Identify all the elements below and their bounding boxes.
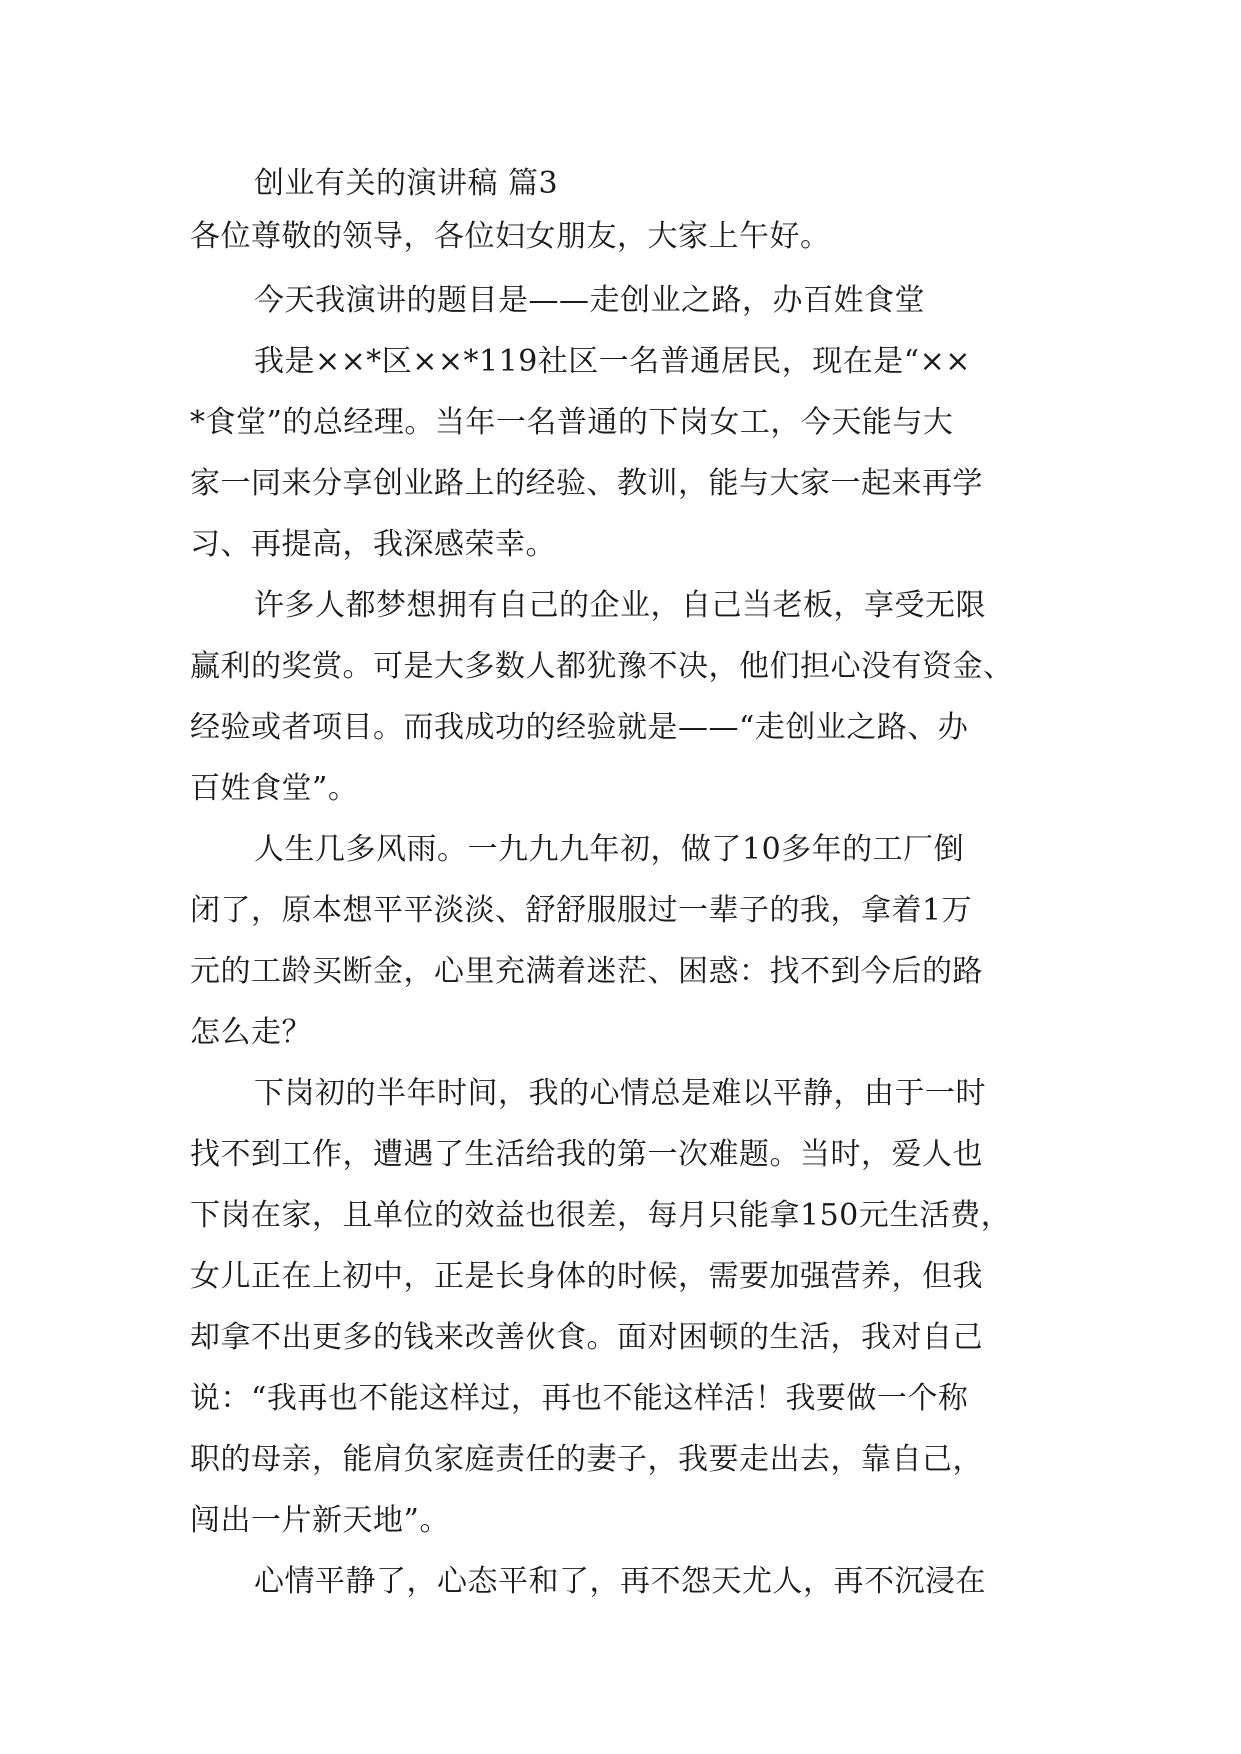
text-line: 闭了，原本想平平淡淡、舒舒服服过一辈子的我，拿着1万 (190, 893, 973, 928)
text-line: 今天我演讲的题目是——走创业之路，办百姓食堂 (254, 283, 925, 318)
text-line: 人生几多风雨。一九九九年初，做了10多年的工厂倒 (254, 832, 965, 867)
text-line: 怎么走？ (190, 1015, 312, 1050)
text-line: 许多人都梦想拥有自己的企业，自己当老板，享受无限 (254, 588, 986, 623)
text-line: 下岗在家，且单位的效益也很差，每月只能拿150元生活费， (190, 1198, 1012, 1233)
text-line: 女儿正在上初中，正是长身体的时候，需要加强营养，但我 (190, 1259, 983, 1294)
greeting-line: 各位尊敬的领导，各位妇女朋友，大家上午好。 (190, 219, 831, 254)
text-line: 说：“我再也不能这样过，再也不能这样活！我要做一个称 (190, 1381, 969, 1416)
text-line: 找不到工作，遭遇了生活给我的第一次难题。当时，爱人也 (190, 1137, 983, 1172)
document-body (190, 164, 1060, 1612)
text-line: 职的母亲，能肩负家庭责任的妻子，我要走出去，靠自己， (190, 1442, 983, 1477)
text-line: 下岗初的半年时间，我的心情总是难以平静，由于一时 (254, 1076, 986, 1111)
text-line: 家一同来分享创业路上的经验、教训，能与大家一起来再学 (190, 466, 983, 501)
text-line: 闯出一片新天地”。 (190, 1503, 450, 1538)
text-line: *食堂”的总经理。当年一名普通的下岗女工，今天能与大 (190, 405, 954, 440)
text-line: 经验或者项目。而我成功的经验就是——“走创业之路、办 (190, 710, 969, 745)
text-line: 我是××*区××*119社区一名普通居民，现在是“×× (254, 344, 971, 379)
text-line: 却拿不出更多的钱来改善伙食。面对困顿的生活，我对自己 (190, 1320, 983, 1355)
text-line: 心情平静了，心态平和了，再不怨天尤人，再不沉浸在 (254, 1564, 986, 1599)
text-line: 百姓食堂”。 (190, 771, 359, 806)
text-line: 习、再提高，我深感荣幸。 (190, 527, 556, 562)
text-line: 赢利的奖赏。可是大多数人都犹豫不决，他们担心没有资金、 (190, 649, 1014, 684)
document-title: 创业有关的演讲稿 篇3 (254, 166, 559, 201)
text-line: 元的工龄买断金，心里充满着迷茫、困惑：找不到今后的路 (190, 954, 983, 989)
